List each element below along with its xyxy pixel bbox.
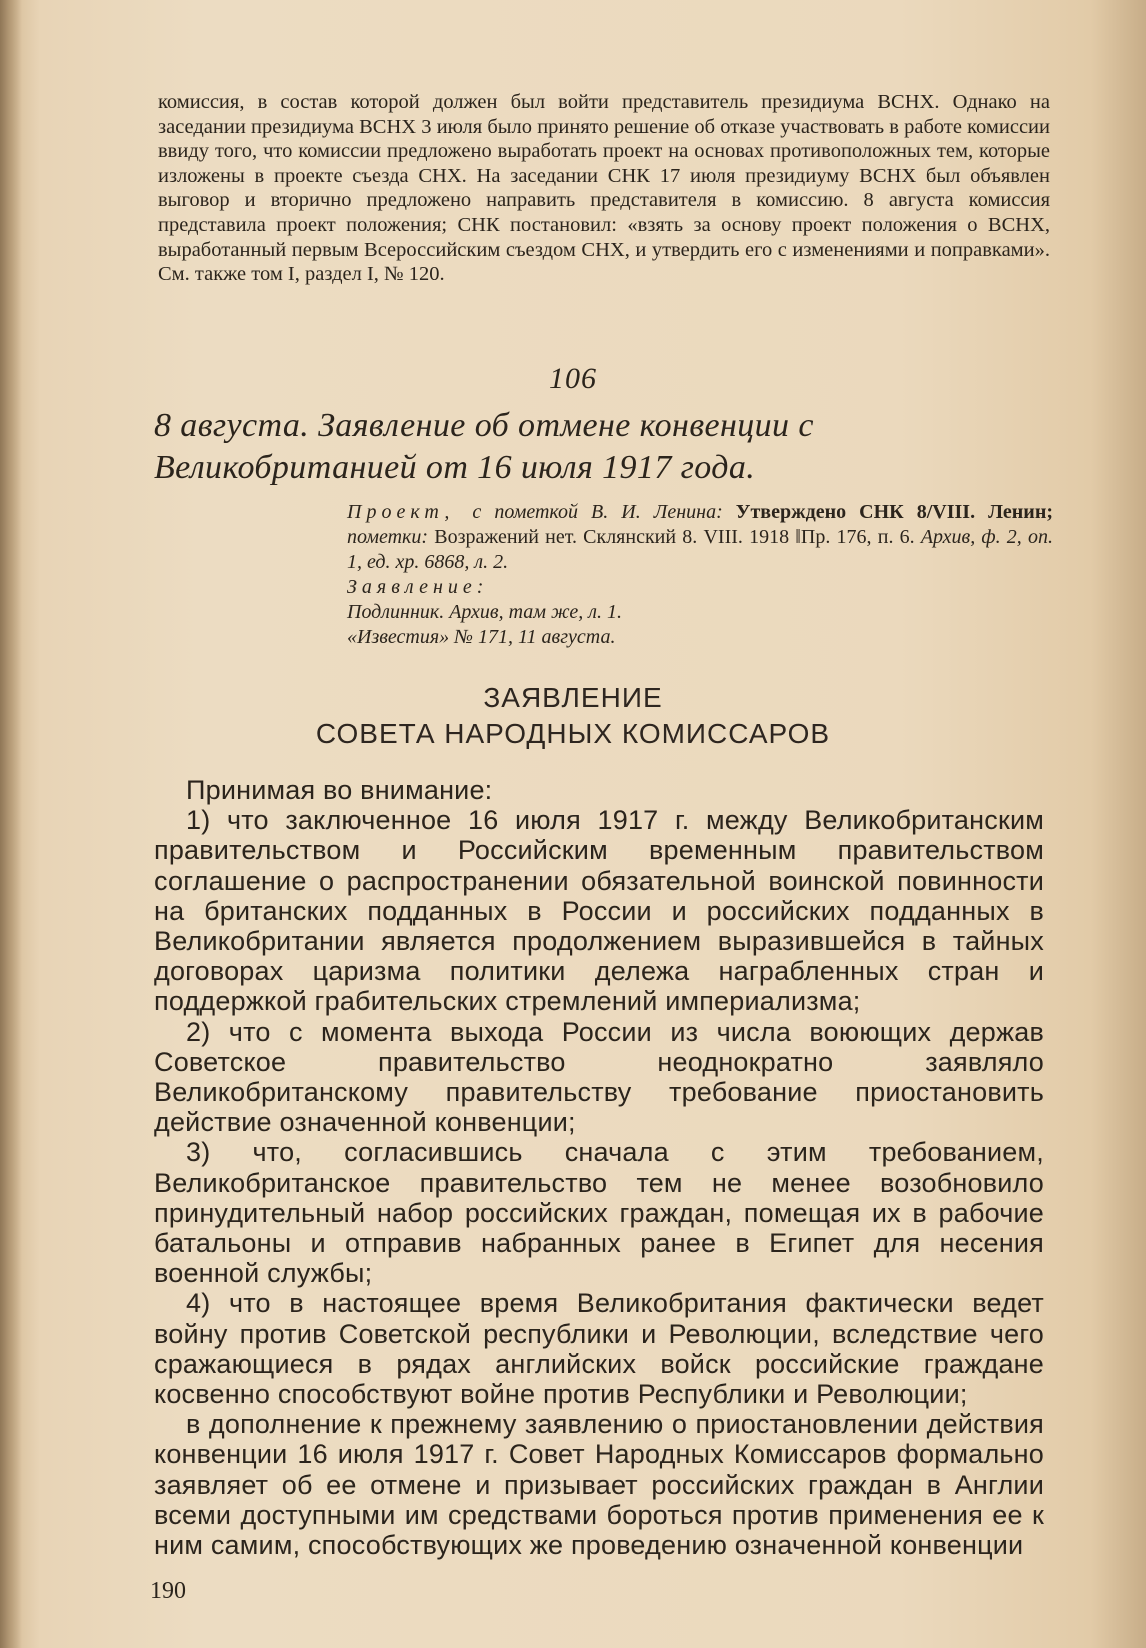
- statement-title-line1: ЗАЯВЛЕНИЕ: [483, 682, 663, 713]
- draft-label: Проект,: [347, 501, 473, 523]
- protocol-ref: ‖Пр. 176, п. 6.: [795, 526, 921, 548]
- statement-label: Заявление:: [347, 576, 489, 598]
- approval-note: Утверждено СНК 8/VIII. Ленин;: [735, 501, 1054, 523]
- statement-body: [154, 775, 1044, 1560]
- page-number: 190: [150, 1578, 186, 1604]
- footnote-text: комиссия, в состав которой должен был войти представитель президиума ВСНХ. Однако на заседании президиума ВСНХ 3 июля было принято решение об отказе участвовать в работе комиссии ввиду того, что комиссии предложено выработать проект на основах противоположных тем, которые изложены в проекте съезда СНХ. На заседании СНК 17 июля президиуму ВСНХ был объявлен выговор и вторично предложено направить представителя в комиссию. 8 августа комиссия представила проект положения; СНК постановил: «взять за основу проект положения о ВСНХ, выработанный первым Всероссийским съездом СНХ, и утвердить его с изменениями и поправками». См. также том I, раздел I, № 120.: [158, 91, 1050, 286]
- statement-title-line2: СОВЕТА НАРОДНЫХ КОМИССАРОВ: [315, 718, 831, 749]
- original-ref: Подлинник. Архив, там же, л. 1.: [347, 601, 622, 623]
- statement-paragraph: 4) что в настоящее время Великобритания фактически ведет войну против Советской республики и Революции, вследствие чего сражающиеся в рядах английских войск российские граждане косвенно способствуют войне против Республики и Революции;: [154, 1288, 1044, 1410]
- source-reference: [347, 500, 1053, 650]
- statement-paragraph: 1) что заключенное 16 июля 1917 г. между Великобританским правительством и Российским временным правительством соглашение о распространении обязательной воинской повинности на британских подданных в России и российских подданных в Великобритании является продолжением выразившейся в тайных договорах царизма политики дележа награбленных стран и поддержкой грабительских стремлений империализма;: [154, 805, 1044, 1017]
- draft-note: с пометкой В. И. Ленина:: [472, 501, 736, 523]
- document-number: 106: [549, 362, 597, 395]
- page-gutter: [0, 0, 22, 1648]
- statement-paragraph: в дополнение к прежнему заявлению о приостановлении действия конвенции 16 июля 1917 г. Совет Народных Комиссаров формально заявляет об ее отмене и призывает российских граждан в Англии всеми доступными им средствами бороться против применения ее к ним самим, способствующих же проведению означенной конвенции: [154, 1409, 1044, 1561]
- izvestia-ref: «Известия» № 171, 11 августа.: [347, 626, 616, 648]
- marks-label: пометки:: [347, 526, 435, 548]
- statement-title: [0, 680, 1146, 752]
- statement-paragraph: 3) что, согласившись сначала с этим требованием, Великобританское правительство тем не менее возобновило принудительный набор российских граждан, помещая их в рабочие батальоны и отправив набранных ранее в Египет для несения военной службы;: [154, 1137, 1044, 1289]
- statement-paragraph: 2) что с момента выхода России из числа воюющих держав Советское правительство неоднократно заявляло Великобританскому правительству требование приостановить действие означенной конвенции;: [154, 1016, 1044, 1138]
- footnote-block: [158, 90, 1050, 287]
- document-heading: 8 августа. Заявление об отмене конвенции с Великобританией от 16 июля 1917 года.: [154, 407, 814, 486]
- archive-ref: Архив, ф. 2, оп. 1, ед. хр. 6868, л. 2.: [347, 526, 1054, 573]
- statement-paragraph: Принимая во внимание:: [186, 775, 493, 805]
- marks-text: Возражений нет. Склянский 8. VIII. 1918: [434, 526, 796, 548]
